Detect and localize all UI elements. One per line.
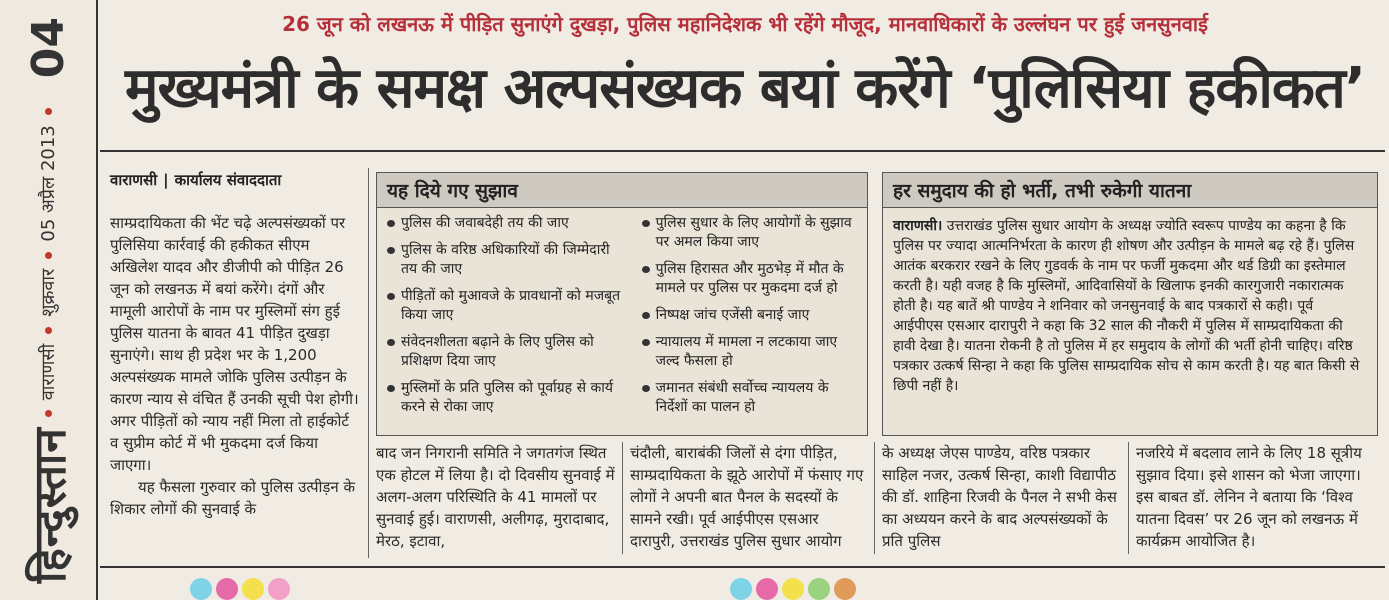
dot-icon xyxy=(45,410,52,417)
bullet-icon xyxy=(387,339,395,346)
swatch xyxy=(268,578,290,600)
bullet-icon xyxy=(642,339,650,346)
bullet-icon xyxy=(642,266,650,273)
swatch xyxy=(730,578,752,600)
column-divider xyxy=(368,168,369,558)
newspaper-brand: हिन्दुस्तान xyxy=(25,427,76,583)
headline-rule xyxy=(100,150,1385,152)
list-item: जमानत संबंधी सर्वोच्च न्यायलय के निर्देशों का पालन हो xyxy=(642,379,857,417)
byline-author: कार्यालय संवाददाता xyxy=(174,171,282,189)
kicker-line: 26 जून को लखनऊ में पीड़ित सुनाएंगे दुखड़ा, पुलिस महानिदेशक भी रहेंगे मौजूद, मानवाधिकारों के उल्लंघन पर हुई जनसुनवाई xyxy=(282,12,1208,36)
bullet-icon xyxy=(642,312,650,319)
spine-date: 05 अप्रैल 2013 xyxy=(38,125,59,242)
dot-icon xyxy=(45,252,52,259)
dot-icon xyxy=(45,327,52,334)
column-bottom-1: बाद जन निगरानी समिति ने जगतगंज स्थित एक होटल में लिया है। दो दिवसीय सुनवाई में अलग-अलग परिस्थिति के 41 मामलों पर सुनवाई हुई। वाराणसी, अलीगढ़, मुरादाबाद, मेरठ, इटावा, xyxy=(376,444,615,550)
byline xyxy=(110,170,281,190)
column-bottom-4: नजरिये में बदलाव लाने के लिए 18 सूत्रीय सुझाव दिया। इसे शासन को भेजा जाएगा। इस बाबत डॉ. लेनिन ने बताया कि ‘विश्व यातना दिवस’ पर 26 जून को लखनऊ में कार्यक्रम आयोजित है। xyxy=(1136,444,1362,550)
swatch xyxy=(216,578,238,600)
list-item: पुलिस की जवाबदेही तय की जाए xyxy=(387,214,622,233)
bullet-icon xyxy=(387,247,395,254)
suggestions-title: यह दिये गए सुझाव xyxy=(377,173,867,208)
swatch xyxy=(190,578,212,600)
list-item: पुलिस के वरिष्ठ अधिकारियों की जिम्मेदारी तय की जाए xyxy=(387,241,622,279)
column-bottom-3: के अध्यक्ष जेएस पाण्डेय, वरिष्ठ पत्रकार साहिल नजर, उत्कर्ष सिन्हा, काशी विद्यापीठ की डॉ. शाहिना रिजवी के पैनल ने सभी केस का अध्ययन करने के बाद अल्पसंख्यकों के प्रति पुलिस xyxy=(882,444,1117,550)
suggestions-list-right xyxy=(632,208,867,431)
column-lead xyxy=(110,212,362,520)
byline-place: वाराणसी xyxy=(110,171,158,189)
list-item: न्यायालय में मामला न लटकाया जाए जल्द फैसला हो xyxy=(642,333,857,371)
list-item: मुस्लिमों के प्रति पुलिस को पूर्वाग्रह से कार्य करने से रोका जाए xyxy=(387,379,622,417)
column-divider xyxy=(874,442,875,554)
swatch xyxy=(242,578,264,600)
dot-icon xyxy=(45,108,52,115)
lead-paragraph-continued: यह फैसला गुरुवार को पुलिस उत्पीड़न के शिकार लोगों की सुनवाई के xyxy=(110,478,356,518)
sidebar-text: वाराणसी। उत्तराखंड पुलिस सुधार आयोग के अध्यक्ष ज्योति स्वरूप पाण्डेय का कहना है कि पुलिस पर ज्यादा आत्मनिर्भरता के कारण ही शोषण और उत्पीड़न के मामले बढ़ रहे हैं। पुलिस आतंक बरकरार रखने के लिए गुडवर्क के नाम पर फर्जी मुकदमा और थर्ड डिग्री का इस्तेमाल करती है। यही वजह है कि मुस्लिमों, आदिवासियों के खिलाफ इनकी कारगुजारी नकारात्मक होती है। यह बातें श्री पाण्डेय ने शनिवार को जनसुनवाई के बाद पत्रकारों से कही। पूर्व आईपीएस एसआर दारापुरी ने कहा कि 32 साल की नौकरी में पुलिस में साम्प्रदायिकता की हावी देखा है। यातना रोकनी है तो पुलिस में हर समुदाय के लोगों की भर्ती होनी चाहिए। वरिष्ठ पत्रकार उत्कर्ष सिन्हा ने कहा कि पुलिस साम्प्रदायिक सोच से काम करती है। यह बात किसी से छिपी नहीं है। xyxy=(893,218,1360,394)
print-registration-marks xyxy=(190,578,290,600)
list-item: पुलिस हिरासत और मुठभेड़ में मौत के मामले पर पुलिस पर मुकदमा दर्ज हो xyxy=(642,260,857,298)
lead-paragraph: साम्प्रदायिकता की भेंट चढ़े अल्पसंख्यकों पर पुलिसिया कार्रवाई की हकीकत सीएम अखिलेश यादव और डीजीपी को पीड़ित 26 जून को लखनऊ में बयां करेंगे। दंगों और मामूली आरोपों के नाम पर मुस्लिमों संग हुई पुलिस यातना के बावत 41 पीड़ित दुखड़ा सुनाएंगे। साथ ही प्रदेश भर के 1,200 अल्पसंख्यक मामले जोकि पुलिस उत्पीड़न के कारण न्याय से वंचित हैं उनकी सूची पेश होगी। अगर पीड़ितों को न्याय नहीं मिला तो हाईकोर्ट व सुप्रीम कोर्ट में भी मुकदमा दर्ज किया जाएगा। xyxy=(110,214,359,474)
column-divider xyxy=(1128,442,1129,554)
headline: मुख्यमंत्री के समक्ष अल्पसंख्यक बयां करेंगे ‘पुलिसिया हकीकत’ xyxy=(124,56,1366,121)
sidebar-box xyxy=(882,172,1378,436)
byline-separator: | xyxy=(163,171,169,189)
list-item: पुलिस सुधार के लिए आयोगों के सुझाव पर अमल किया जाए xyxy=(642,214,857,252)
column-bottom-2: चंदौली, बाराबंकी जिलों से दंगा पीड़ित, साम्प्रदायिकता के झूठे आरोपों में फंसाए गए लोगों ने अपनी बात पैनल के सदस्यों के सामने रखी। पूर्व आईपीएस एसआर दारापुरी, उत्तराखंड पुलिस सुधार आयोग xyxy=(630,444,864,550)
swatch xyxy=(756,578,778,600)
sidebar-place: वाराणसी। xyxy=(893,218,943,234)
article xyxy=(100,0,1385,600)
spine-text xyxy=(18,17,78,583)
page-number: 04 xyxy=(22,17,74,79)
list-item: पीड़ितों को मुआवजे के प्रावधानों को मजबूत किया जाए xyxy=(387,287,622,325)
bullet-icon xyxy=(387,385,395,392)
footer-rule xyxy=(100,566,1385,568)
bullet-icon xyxy=(642,385,650,392)
spine-day: शुक्रवार xyxy=(38,268,59,317)
print-registration-marks xyxy=(730,578,856,600)
list-item: संवेदनशीलता बढ़ाने के लिए पुलिस को प्रशिक्षण दिया जाए xyxy=(387,333,622,371)
swatch xyxy=(782,578,804,600)
list-item: निष्पक्ष जांच एजेंसी बनाई जाए xyxy=(642,306,857,325)
sidebar-title: हर समुदाय की हो भर्ती, तभी रुकेगी यातना xyxy=(883,173,1377,208)
page-spine xyxy=(0,0,98,600)
bullet-icon xyxy=(387,293,395,300)
column-divider xyxy=(622,442,623,554)
suggestions-list-left xyxy=(377,208,632,431)
swatch xyxy=(834,578,856,600)
bullet-icon xyxy=(387,220,395,227)
suggestions-box xyxy=(376,172,868,436)
swatch xyxy=(808,578,830,600)
bullet-icon xyxy=(642,220,650,227)
spine-city: वाराणसी xyxy=(38,343,59,401)
